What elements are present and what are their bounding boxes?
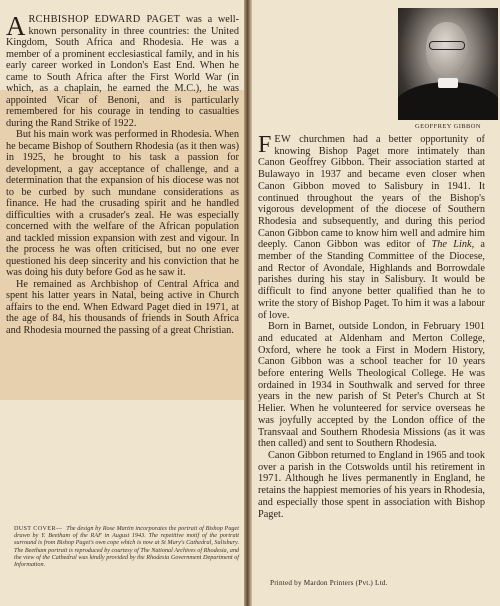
portrait-caption: GEOFFREY GIBBON xyxy=(415,123,481,130)
the-link-title: The Link xyxy=(431,239,472,251)
book-gutter xyxy=(244,0,252,606)
paget-paragraph-2: But his main work was performed in Rhodesia. When he became Bishop of Southern Rhodesia (as it then was) in 1925, he brought to his task a passion for development, a gay acceptance of challenge, and a determination that the expansion of his diocese was not to be curbed by such mundane considerations as finance. He had the crusading spirit and he handled difficulties with a crusader's zeal. He was especially concerned with the welfare of the African population and tackled mission expansion with zest and vigour. In the process he was often criticised, but no one ever questioned his deep sincerity and his conviction that he was doing his duty before God as he saw it. xyxy=(6,129,239,278)
dust-cover-text: The design by Rose Martin incorporates the portrait of Bishop Paget drawn by Y. Beetham of the RAF in August 1943. The repetitive motif of the portrait surround is from Bishop Paget's own cope which is now at St Mary's Cathedral, Salisbury. The Beetham portrait is reproduced by courtesy of The National Archives of Rhodesia, and the view of the Cathedral was kindly provided by the Rhodesia Government Department of Information. xyxy=(14,525,240,569)
gibbon-biography xyxy=(258,134,485,520)
drop-cap: A xyxy=(6,11,26,41)
dust-cover-note xyxy=(14,525,239,568)
paget-paragraph-3: He remained as Archbishop of Central Africa and spent his latter years in Natal, being active in Church affairs to the end. When Edward Paget died in 1971, at the age of 84, his thousands of friends in South Africa and Rhodesia mourned the passing of a great Christian. xyxy=(6,278,239,336)
paget-name: RCHBISHOP EDWARD PAGET xyxy=(28,14,181,25)
printer-credit: Printed by Mardon Printers (Pvt.) Ltd. xyxy=(270,579,388,587)
portrait-glasses xyxy=(429,41,465,50)
gibbon-paragraph-1-tail: , a member of the Standing Committee of the Diocese, and Rector of Avondale, Highlands and Borrowdale parishes during his stay in Salisbury. It would be difficult to find anyone better qualified than he to write the story of Bishop Paget. To him it was a labour of love. xyxy=(258,239,486,321)
paget-paragraph-1 xyxy=(6,11,240,129)
dust-cover-label: DUST COVER— xyxy=(14,525,63,532)
author-portrait-photo xyxy=(398,8,498,120)
paget-biography xyxy=(6,11,240,336)
gibbon-paragraph-1 xyxy=(258,134,485,321)
gibbon-paragraph-2: Born in Barnet, outside London, in February 1901 and educated at Aldenham and Merton College, Oxford, where he took a First in Modern History, Canon Gibbon was a school teacher for 10 years before entering Wells Theological College. He was ordained in 1934 in Southwalk and served for three years in the new parish of St Peter's Church at St Helier. When he volunteered for service overseas he was joyfully accepted by the London office of the Transvaal and Southern Rhodesia Missions (as it was then called) and sent to Southern Rhodesia. xyxy=(258,321,485,450)
gibbon-paragraph-1-text: churchmen had a better opportunity of knowing Bishop Paget more intimately than Canon Geoffrey Gibbon. Their association started at Bulawayo in 1937 and became even closer when Canon Gibbon moved to Salisbury in 1941. It continued throughout the years of the Bishop's vigorous development of the diocese of Southern Rhodesia and subsequently, and during this period Canon Gibbon came to know him well and admire him deeply. Canon Gibbon was editor of xyxy=(258,134,485,251)
paget-paragraph-1-text: was a well-known personality in three countries: the United Kingdom, South Africa and Rhodesia. He was a member of a prominent ecclesiastical family, and in his early career worked in London's East End. When he came to South Africa after the First World War (in which, as a chaplain, he earned the M.C.), he was appointed Vicar of Benoni, and is particularly remembered for his courage in tending to casualties during the Rand Strike of 1922. xyxy=(6,14,240,129)
portrait-collar xyxy=(438,78,458,88)
gibbon-lead-word: EW xyxy=(274,134,291,145)
drop-cap: F xyxy=(258,132,272,158)
gibbon-paragraph-3: Canon Gibbon returned to England in 1965 and took over a parish in the Cotswolds until his retirement in 1971. Although he lives permanently in England, he retains the happiest memories of his years in Rhodesia, and especially those spent in association with Bishop Paget. xyxy=(258,449,485,520)
